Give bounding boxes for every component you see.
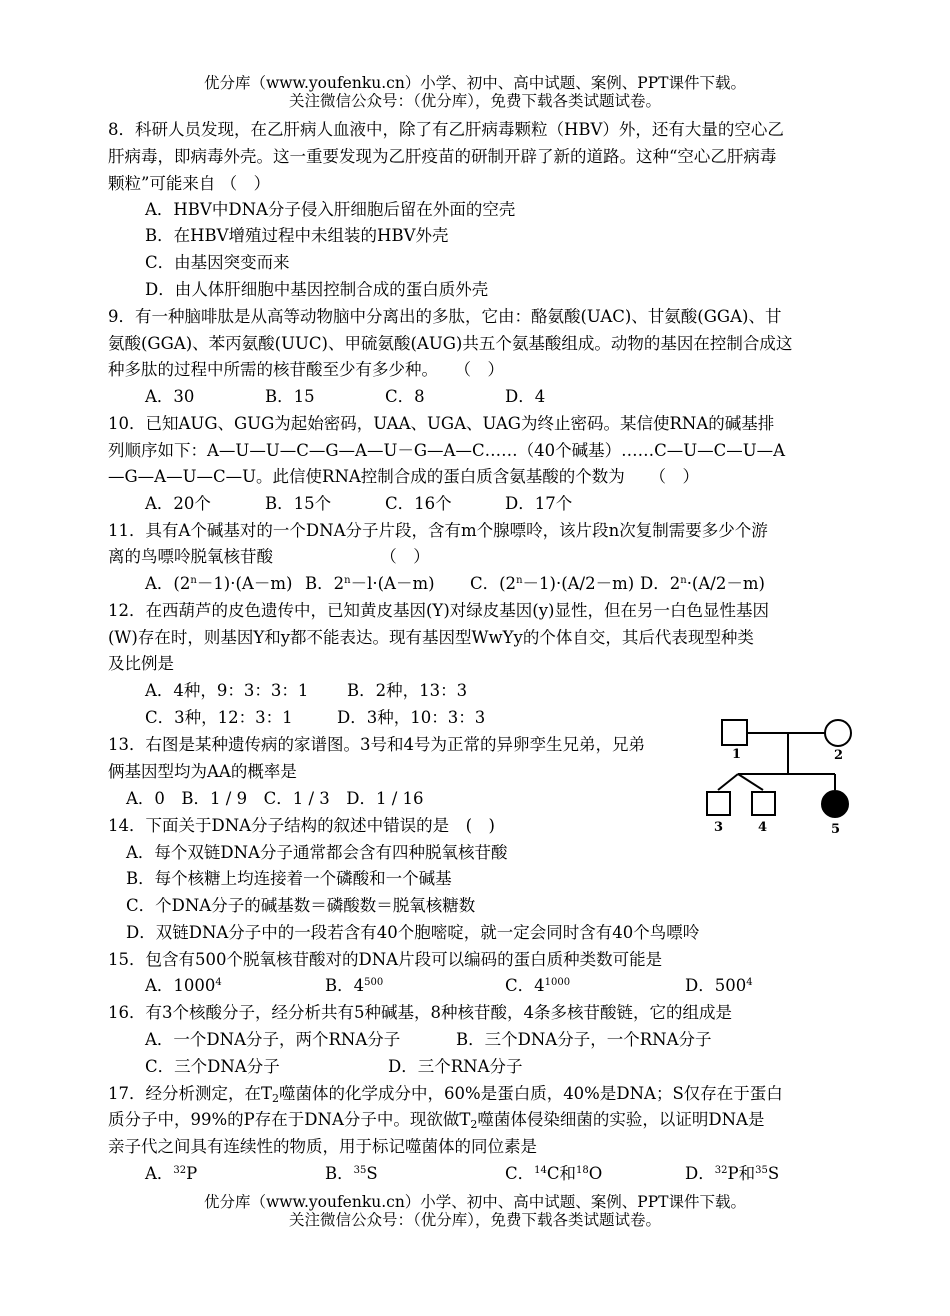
q12-stem-line-3: 及比例是 [108,654,174,673]
q17-option-a: A．$^{32}$P [145,1164,198,1183]
q8-option-a: A．HBV中DNA分子侵入肝细胞后留在外面的空壳 [145,200,516,219]
q17-option-c: C．$^{14}$C和$^{18}$O [505,1164,603,1183]
q16-option-c: C．三个DNA分子 [145,1057,280,1076]
q12-stem-line-2: (W)存在时，则基因Y和y都不能表达。现有基因型WwYy的个体自交，其后代表现型种类 [108,628,754,647]
q11-option-c: C．$(2^n-1)\cdot(A/2-m)$ [470,574,635,593]
twin-line-3 [718,774,738,790]
individual-1-male [722,720,747,745]
q15-option-c: C．$4^{1000}$ [505,976,571,995]
q12-option-d: D．3种，10：3：3 [337,708,486,727]
q9-stem-line-1: 9．有一种脑啡肽是从高等动物脑中分离出的多肽，它由：酪氨酸(UAC)、甘氨酸(GGA)、甘 [108,307,782,326]
label-5: 5 [831,822,841,837]
q16-option-b: B．三个DNA分子，一个RNA分子 [456,1030,712,1049]
q12-stem-line-1: 12．在西葫芦的皮色遗传中，已知黄皮基因(Y)对绿皮基因(y)显性，但在另一白色显性基因 [108,601,769,620]
q10-stem-line-3: —G—A—U—C—U。此信使RNA控制合成的蛋白质含氨基酸的个数为 （ ） [108,467,700,486]
q16-options-row-2 [145,1054,883,1080]
q16-stem: 16．有3个核酸分子，经分析共有5种碱基，8种核苷酸，4条多核苷酸链，它的组成是 [108,1003,732,1022]
q13-options: A．0 B．1 / 9 C．1 / 3 D．1 / 16 [126,789,424,808]
q10-option-c: C．16个 [385,494,452,513]
individual-2-female [825,720,851,746]
q17-option-b: B．$^{35}$S [325,1164,378,1183]
label-4: 4 [758,820,768,835]
q9-stem-line-2: 氨酸(GGA)、苯丙氨酸(UUC)、甲硫氨酸(AUG)共五个氨基酸组成。动物的基因在控制合成这 [108,334,793,353]
q17-stem-line-3: 亲子代之间具有连续性的物质，用于标记噬菌体的同位素是 [108,1137,537,1156]
q10-option-d: D．17个 [505,494,573,513]
q10-option-a: A．20个 [145,494,211,513]
q8-stem-line-1: 8．科研人员发现，在乙肝病人血液中，除了有乙肝病毒颗粒（HBV）外，还有大量的空心乙 [108,120,784,139]
q11-options [145,571,883,597]
q8-option-c: C．由基因突变而来 [145,253,290,272]
q12-option-b: B．2种，13：3 [347,681,468,700]
q8-stem-line-3: 颗粒”可能来自 （ ） [108,174,271,193]
q11-stem-line-2: 离的鸟嘌呤脱氧核苷酸 （ ） [108,547,430,566]
q8-option-b: B．在HBV增殖过程中未组装的HBV外壳 [145,226,449,245]
q9-option-b: B．15 [265,387,315,406]
q11-option-b: B．$2^n-l\cdot(A-m)$ [305,574,435,593]
q13-stem-line-1: 13．右图是某种遗传病的家谱图。3号和4号为正常的异卵孪生兄弟，兄弟 [108,735,645,754]
q15-options [145,973,883,999]
page-footer-line-1: 优分库（www.youfenku.cn）小学、初中、高中试题、案例、PPT课件下载。 [203,1193,747,1211]
q9-stem-line-3: 种多肽的过程中所需的核苷酸至少有多少种。 （ ） [108,360,504,379]
q17-options [145,1161,883,1187]
q15-option-d: D．$500^4$ [685,976,753,995]
q14-option-a: A．每个双链DNA分子通常都会含有四种脱氧核苷酸 [126,843,508,862]
individual-3-male [707,792,730,815]
q12-option-c: C．3种，12：3：1 [145,708,293,727]
q9-options [145,384,883,410]
q17-option-d: D．$^{32}$P和$^{35}$S [685,1164,780,1183]
twin-line-4 [738,774,763,790]
q14-option-d: D．双链DNA分子中的一段若含有40个胞嘧啶，就一定会同时含有40个鸟嘌呤 [126,923,700,942]
q17-stem-line-1: 17．经分析测定，在$T_2$噬菌体的化学成分中，60%是蛋白质，40%是DNA；S仅存在于蛋白 [108,1084,783,1105]
q14-option-b: B．每个核糖上均连接着一个磷酸和一个碱基 [126,869,452,888]
q10-options [145,491,883,517]
individual-4-male [752,792,775,815]
q9-option-a: A．30 [145,387,195,406]
q15-option-b: B．$4^{500}$ [325,976,384,995]
q10-stem-line-1: 10．已知AUG、GUG为起始密码，UAA、UGA、UAG为终止密码。某信使RNA的碱基排 [108,414,775,433]
q17-stem-line-2: 质分子中，99%的P存在于DNA分子中。现欲做$T_2$噬菌体侵染细菌的实验，以证明DNA是 [108,1110,765,1131]
label-1: 1 [732,747,742,762]
q16-option-a: A．一个DNA分子，两个RNA分子 [145,1030,401,1049]
q14-stem: 14．下面关于DNA分子结构的叙述中错误的是 ( ) [108,816,495,835]
page-header-line-1: 优分库（www.youfenku.cn）小学、初中、高中试题、案例、PPT课件下载。 [203,74,747,92]
q15-option-a: A．1000$^4$ [145,976,222,995]
q8-option-d: D．由人体肝细胞中基因控制合成的蛋白质外壳 [145,280,489,299]
q8-stem-line-2: 肝病毒，即病毒外壳。这一重要发现为乙肝疫苗的研制开辟了新的道路。这种“空心乙肝病毒 [108,147,777,166]
q12-options-row-1 [145,678,883,704]
page-header-line-2: 关注微信公众号：（优分库），免费下载各类试题试卷。 [288,92,661,110]
q12-option-a: A．4种，9：3：3：1 [145,681,309,700]
q10-stem-line-2: 列顺序如下：A—U—U—C—G—A—U－G—A—C……（40个碱基）……C—U—C—U—A [108,441,786,460]
page-footer-line-2: 关注微信公众号：（优分库），免费下载各类试题试卷。 [288,1211,661,1229]
label-3: 3 [714,820,724,835]
q14-option-c: C．个DNA分子的碱基数＝磷酸数＝脱氧核糖数 [126,896,476,915]
q16-option-d: D．三个RNA分子 [388,1057,523,1076]
q9-option-c: C．8 [385,387,425,406]
q9-option-d: D．4 [505,387,546,406]
label-2: 2 [834,748,844,763]
q16-options-row-1 [145,1027,883,1053]
q15-stem: 15．包含有500个脱氧核苷酸对的DNA片段可以编码的蛋白质种类数可能是 [108,950,663,969]
q10-option-b: B．15个 [265,494,332,513]
q11-option-d: D．$2^n\cdot(A/2-m)$ [640,574,765,593]
q13-stem-line-2: 俩基因型均为AA的概率是 [108,762,297,781]
q11-stem-line-1: 11．具有A个碱基对的一个DNA分子片段，含有m个腺嘌呤，该片段n次复制需要多少个游 [108,521,768,540]
q11-option-a: A．$(2^n-1)\cdot(A-m)$ [145,574,293,593]
